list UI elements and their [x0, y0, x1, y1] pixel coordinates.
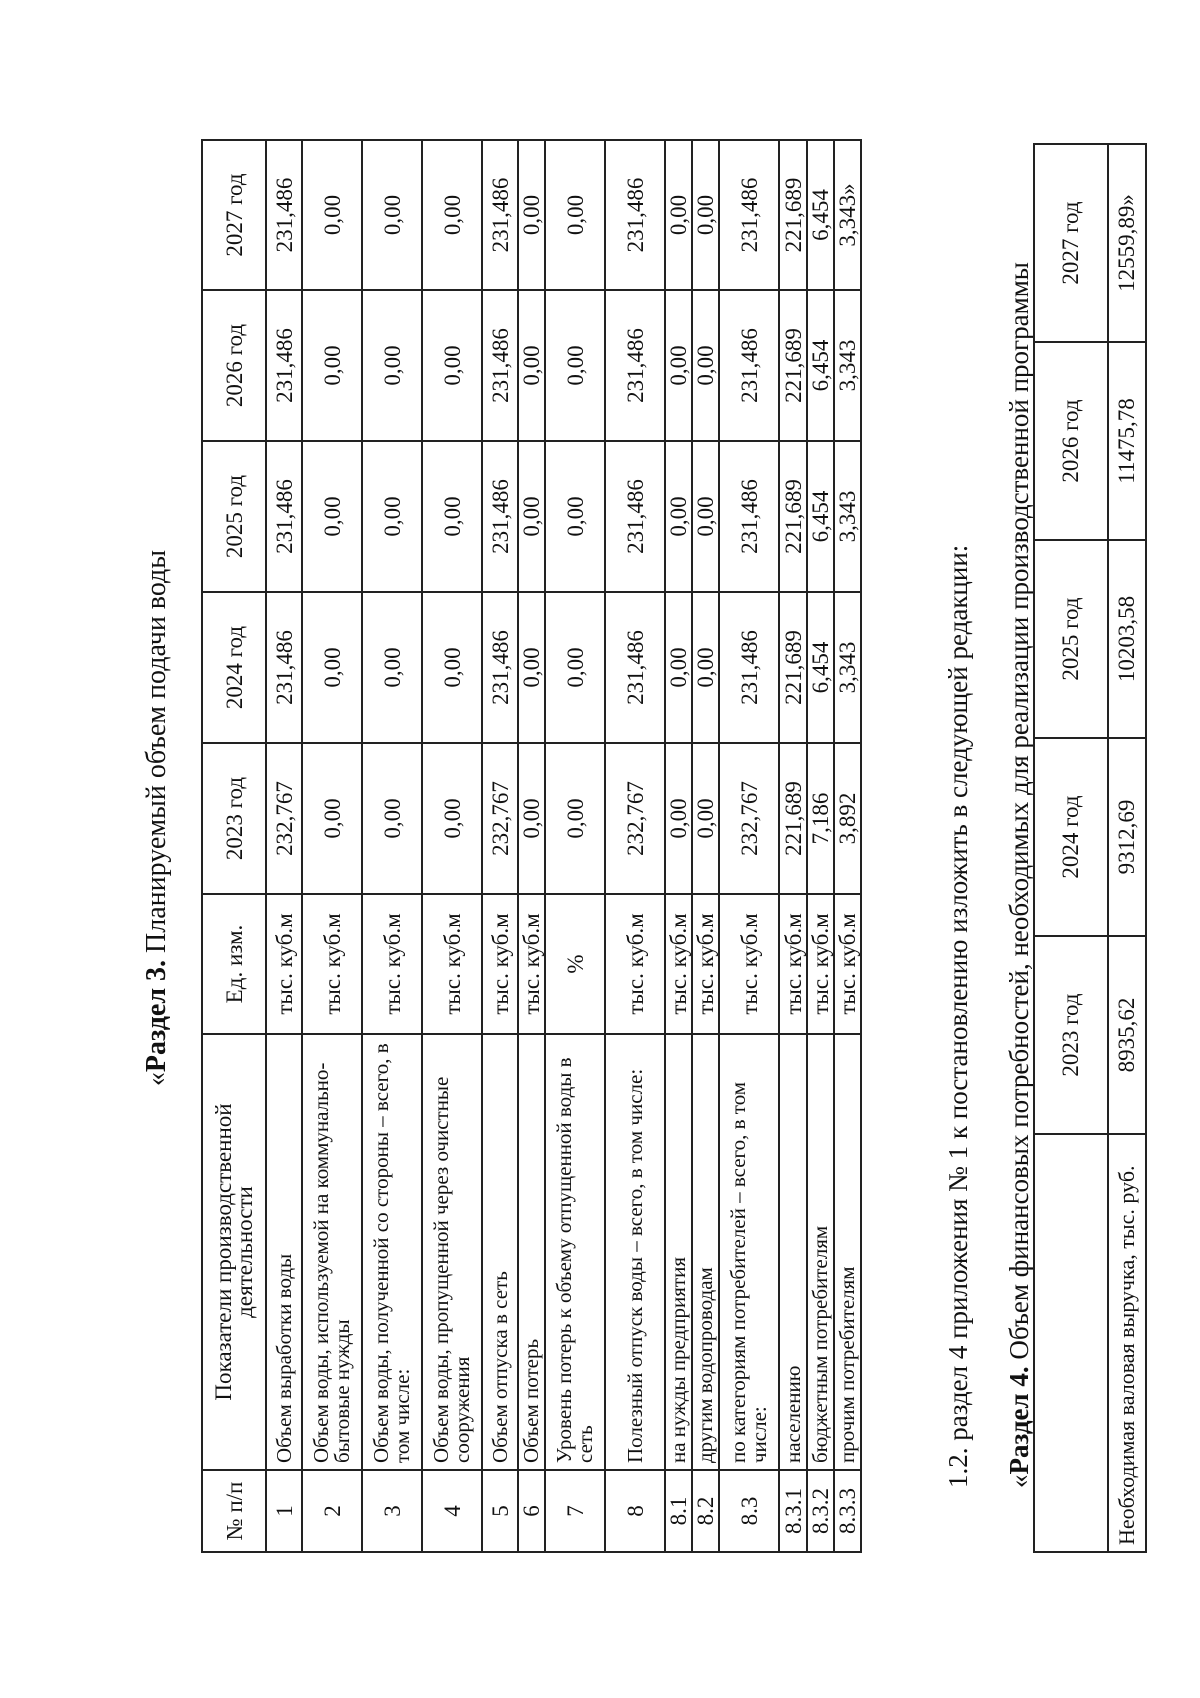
- row-number: 4: [422, 1470, 482, 1552]
- value-cell: 6,454: [807, 140, 834, 290]
- value-cell: 232,767: [482, 743, 518, 894]
- unit-cell: тыс. куб.м: [482, 894, 518, 1034]
- header-cell: 2026 год: [202, 290, 266, 441]
- value-cell: 231,486: [605, 592, 665, 743]
- value-cell: 0,00: [545, 290, 605, 441]
- value-cell: 11475,78: [1108, 342, 1146, 540]
- row-number: 8.3.1: [779, 1470, 807, 1552]
- value-cell: 231,486: [266, 140, 302, 290]
- table-row: [665, 140, 692, 1552]
- indicator-name: Объем воды, используемой на коммунально-бытовые нужды: [302, 1034, 362, 1470]
- row-number: 6: [518, 1470, 545, 1552]
- value-cell: 0,00: [302, 743, 362, 894]
- value-cell: 0,00: [362, 290, 422, 441]
- value-cell: 0,00: [545, 140, 605, 290]
- value-cell: 0,00: [518, 441, 545, 592]
- value-cell: 0,00: [518, 140, 545, 290]
- header-cell: 2024 год: [202, 592, 266, 743]
- value-cell: 231,486: [719, 140, 779, 290]
- value-cell: 0,00: [518, 592, 545, 743]
- header-cell: 2023 год: [1034, 936, 1108, 1134]
- header-cell: 2024 год: [1034, 738, 1108, 936]
- table-row: [302, 140, 362, 1552]
- value-cell: 6,454: [807, 592, 834, 743]
- row-number: 3: [362, 1470, 422, 1552]
- table-row: [422, 140, 482, 1552]
- value-cell: 231,486: [719, 441, 779, 592]
- value-cell: 0,00: [692, 743, 719, 894]
- value-cell: 231,486: [605, 441, 665, 592]
- value-cell: 3,343»: [834, 140, 861, 290]
- value-cell: 12559,89»: [1108, 144, 1146, 342]
- table-row: [545, 140, 605, 1552]
- value-cell: 231,486: [266, 441, 302, 592]
- table-row: [362, 140, 422, 1552]
- row-number: 8.3.2: [807, 1470, 834, 1552]
- value-cell: 0,00: [545, 441, 605, 592]
- section3-caption: Планируемый объем подачи воды: [141, 549, 172, 960]
- value-cell: 0,00: [362, 743, 422, 894]
- table-row: [266, 140, 302, 1552]
- value-cell: 0,00: [362, 441, 422, 592]
- row-number: 8.3.3: [834, 1470, 861, 1552]
- table-row: [807, 140, 834, 1552]
- unit-cell: тыс. куб.м: [834, 894, 861, 1034]
- value-cell: 3,343: [834, 290, 861, 441]
- value-cell: 221,689: [779, 441, 807, 592]
- table-row: [482, 140, 518, 1552]
- table-body: [266, 140, 861, 1552]
- header-cell: 2025 год: [202, 441, 266, 592]
- row-number: 8.3: [719, 1470, 779, 1552]
- indicator-name: бюджетным потребителям: [807, 1034, 834, 1470]
- table-header-row: [1034, 144, 1108, 1552]
- indicator-name: Объем воды, пропущенной через очистные сооружения: [422, 1034, 482, 1470]
- value-cell: 0,00: [422, 140, 482, 290]
- value-cell: 0,00: [518, 290, 545, 441]
- value-cell: 232,767: [719, 743, 779, 894]
- table-row: [518, 140, 545, 1552]
- section4-title: [1004, 262, 1035, 1488]
- value-cell: 221,689: [779, 140, 807, 290]
- table-row: [605, 140, 665, 1552]
- value-cell: 0,00: [665, 441, 692, 592]
- value-cell: 231,486: [719, 592, 779, 743]
- header-cell: Ед. изм.: [202, 894, 266, 1034]
- value-cell: 221,689: [779, 743, 807, 894]
- row-number: 8: [605, 1470, 665, 1552]
- value-cell: 0,00: [422, 592, 482, 743]
- value-cell: 0,00: [665, 743, 692, 894]
- value-cell: 0,00: [518, 743, 545, 894]
- value-cell: 0,00: [545, 592, 605, 743]
- unit-cell: %: [545, 894, 605, 1034]
- value-cell: 0,00: [665, 140, 692, 290]
- value-cell: 7,186: [807, 743, 834, 894]
- value-cell: 0,00: [362, 592, 422, 743]
- unit-cell: тыс. куб.м: [779, 894, 807, 1034]
- unit-cell: тыс. куб.м: [665, 894, 692, 1034]
- indicator-name: Полезный отпуск воды – всего, в том числе:: [605, 1034, 665, 1470]
- quote-mark: «: [1004, 1474, 1034, 1488]
- value-cell: 3,343: [834, 592, 861, 743]
- header-cell: 2027 год: [1034, 144, 1108, 342]
- value-cell: 10203,58: [1108, 540, 1146, 738]
- indicator-name: Уровень потерь к объему отпущенной воды в сеть: [545, 1034, 605, 1470]
- value-cell: 221,689: [779, 290, 807, 441]
- financial-needs-table: [1033, 143, 1147, 1553]
- unit-cell: тыс. куб.м: [362, 894, 422, 1034]
- value-cell: 3,343: [834, 441, 861, 592]
- row-number: 8.2: [692, 1470, 719, 1552]
- value-cell: 0,00: [422, 743, 482, 894]
- value-cell: 6,454: [807, 441, 834, 592]
- value-cell: 0,00: [692, 140, 719, 290]
- value-cell: 231,486: [482, 592, 518, 743]
- water-supply-table: [201, 139, 862, 1553]
- value-cell: 0,00: [302, 592, 362, 743]
- section4-label: Раздел 4.: [1004, 1366, 1034, 1475]
- value-cell: 0,00: [545, 743, 605, 894]
- value-cell: 231,486: [482, 140, 518, 290]
- header-cell: Показатели производственной деятельности: [202, 1034, 266, 1470]
- value-cell: 231,486: [266, 592, 302, 743]
- value-cell: 231,486: [482, 441, 518, 592]
- value-cell: 0,00: [422, 290, 482, 441]
- unit-cell: тыс. куб.м: [719, 894, 779, 1034]
- row-number: 5: [482, 1470, 518, 1552]
- value-cell: 3,892: [834, 743, 861, 894]
- value-cell: 0,00: [302, 140, 362, 290]
- value-cell: 231,486: [482, 290, 518, 441]
- header-cell: № п/п: [202, 1470, 266, 1552]
- indicator-name: Объем воды, полученной со стороны – всего, в том числе:: [362, 1034, 422, 1470]
- value-cell: 232,767: [266, 743, 302, 894]
- table-row: [834, 140, 861, 1552]
- indicator-name: Объем выработки воды: [266, 1034, 302, 1470]
- row-number: 2: [302, 1470, 362, 1552]
- unit-cell: тыс. куб.м: [807, 894, 834, 1034]
- unit-cell: тыс. куб.м: [302, 894, 362, 1034]
- value-cell: 0,00: [665, 592, 692, 743]
- header-cell: 2023 год: [202, 743, 266, 894]
- header-cell: 2027 год: [202, 140, 266, 290]
- value-cell: 0,00: [692, 441, 719, 592]
- unit-cell: тыс. куб.м: [692, 894, 719, 1034]
- row-number: 8.1: [665, 1470, 692, 1552]
- value-cell: 0,00: [302, 441, 362, 592]
- indicator-name: на нужды предприятия: [665, 1034, 692, 1470]
- section3-label: Раздел 3.: [141, 959, 172, 1073]
- table-row: [779, 140, 807, 1552]
- value-cell: 0,00: [692, 290, 719, 441]
- section4-caption: Объем финансовых потребностей, необходимых для реализации производственной программы: [1004, 262, 1034, 1367]
- value-cell: 0,00: [302, 290, 362, 441]
- value-cell: 0,00: [665, 290, 692, 441]
- value-cell: 231,486: [605, 290, 665, 441]
- value-cell: 232,767: [605, 743, 665, 894]
- row-number: 1: [266, 1470, 302, 1552]
- table-row: [1108, 144, 1146, 1552]
- indicator-name: Объем отпуска в сеть: [482, 1034, 518, 1470]
- value-cell: 231,486: [719, 290, 779, 441]
- indicator-name: населению: [779, 1034, 807, 1470]
- unit-cell: тыс. куб.м: [422, 894, 482, 1034]
- value-cell: 8935,62: [1108, 936, 1146, 1134]
- unit-cell: тыс. куб.м: [605, 894, 665, 1034]
- table-header-row: [202, 140, 266, 1552]
- section3-title: [142, 0, 172, 1698]
- value-cell: 0,00: [362, 140, 422, 290]
- amendment-paragraph: 1.2. раздел 4 приложения № 1 к постановлению изложить в следующей редакции:: [943, 544, 973, 1488]
- value-cell: 9312,69: [1108, 738, 1146, 936]
- quote-mark: «: [141, 1072, 172, 1087]
- unit-cell: тыс. куб.м: [266, 894, 302, 1034]
- indicator-name: прочим потребителям: [834, 1034, 861, 1470]
- header-cell: [1034, 1134, 1108, 1552]
- indicator-name: по категориям потребителей – всего, в том числе:: [719, 1034, 779, 1470]
- unit-cell: тыс. куб.м: [518, 894, 545, 1034]
- row-label: Необходимая валовая выручка, тыс. руб.: [1108, 1134, 1146, 1552]
- table-row: [719, 140, 779, 1552]
- indicator-name: Объем потерь: [518, 1034, 545, 1470]
- value-cell: 221,689: [779, 592, 807, 743]
- value-cell: 231,486: [605, 140, 665, 290]
- value-cell: 6,454: [807, 290, 834, 441]
- value-cell: 231,486: [266, 290, 302, 441]
- table-row: [692, 140, 719, 1552]
- row-number: 7: [545, 1470, 605, 1552]
- value-cell: 0,00: [422, 441, 482, 592]
- header-cell: 2026 год: [1034, 342, 1108, 540]
- indicator-name: другим водопроводам: [692, 1034, 719, 1470]
- value-cell: 0,00: [692, 592, 719, 743]
- header-cell: 2025 год: [1034, 540, 1108, 738]
